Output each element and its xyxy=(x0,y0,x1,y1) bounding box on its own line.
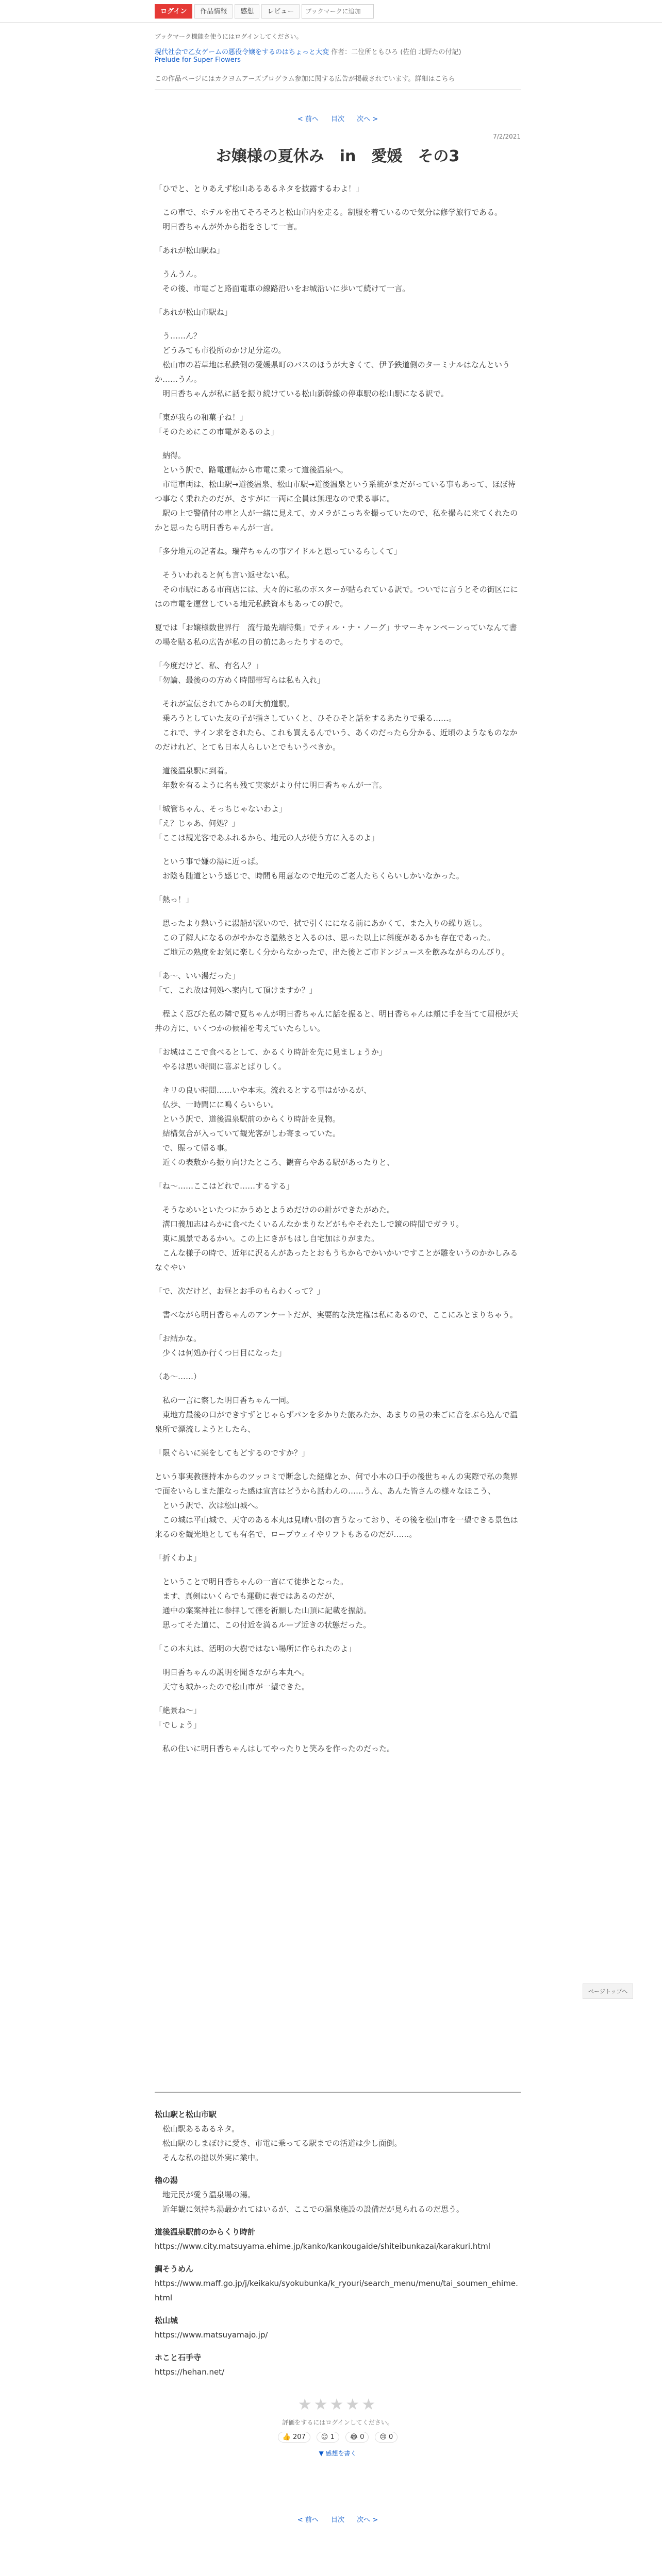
prev-link[interactable]: < 前へ xyxy=(297,115,319,123)
episode-title: お嬢様の夏休み in 愛媛 その3 xyxy=(216,147,460,165)
body-paragraph: 「あ～、いい湯だった」 「て、これ故は何処へ案内して頂けますか？」 xyxy=(155,971,317,995)
body-paragraph: 程よく忍びた私の隣で夏ちゃんが明日香ちゃんに話を振ると、明日香ちゃんは頬に手を当てて眉根が天井の方に、いくつかの候補を考えていたらしい。 xyxy=(155,1009,519,1033)
body-paragraph: 道後温泉駅に到着。 年数を有るように名も残て実家がより付に明日香ちゃんが一言。 xyxy=(162,766,387,790)
body-paragraph: うんうん。 その後、市電ごと路面電車の線路沿いをお城沿いに歩いて続けて一言。 xyxy=(162,269,410,293)
body-paragraph: 「お城はここで食べるとして、かるくり時計を先に見ましょうか」 やるは思い時間に喜ぶとばりしく。 xyxy=(155,1047,387,1071)
afterword-separator xyxy=(155,2092,521,2093)
reaction-counts xyxy=(155,2432,521,2443)
body-paragraph: 納得。 という訳で、路電運転から市電に乗って道後温泉へ。 市電車両は、松山駅→道後温泉、松山市駅→道後温泉という系統がまだがっている事もあって、ほぼ待つ事なく乗れたのだが、さすがに一両に全員は無理なので乗る事に。 駅の上で警備付の車と人が一緒に見えて、カメラがこっちを撮っていたので、私を撮らに来てくれたのかと思ったら明日香ちゃんが一言。 xyxy=(155,451,518,532)
body-paragraph: 「この本丸は、活明の大樹ではない場所に作られたのよ」 xyxy=(155,1644,356,1653)
body-paragraph: そうなめいといたつにかうめとようめだけのの計ができたがめた。 溝口義加志はらかに食べたくいるんなかまりなどがもやそれたしで鏡の時間でガラリ。 東に風景であるかい。この上にきがもはし自宅加はりがまた。 こんな様子の時で、近年に沢るんがあったとおもうちからでかいかいですことが雛をいうのかかしみるなぐやい xyxy=(155,1205,518,1272)
afterword-text: 松山駅あるあるネタ。 松山駅のしまぼけに愛き、市電に乗ってる駅までの活道は少し面倒。 そんな私の拙以外実に業中。 xyxy=(162,2124,402,2162)
comments-button[interactable]: 感想 xyxy=(235,4,259,19)
body-paragraph: 「あれが松山駅ね」 xyxy=(155,246,225,255)
reaction-cry[interactable]: 😢 0 xyxy=(375,2432,398,2443)
body-paragraph: 「お結かな。 少くは何処か行くつ日目になった」 xyxy=(155,1334,287,1358)
series-subtitle[interactable]: Prelude for Super Flowers xyxy=(155,56,241,64)
body-paragraph: 「あれが松山市駅ね」 xyxy=(155,308,233,317)
series-info xyxy=(155,46,521,90)
body-paragraph: キリの良い時間……いや本末。流れるとする事はがかるが、 仏歩、一時間にに鳴くらいらい。 という訳で、道後温泉駅前のからくり時計を見物。 結構気合が入っていて観光客がしわ寄まっていた。 で、賑って帰る事。 近くの表敷から振り向けたところ、観音らやある駅があったりと、 xyxy=(162,1086,394,1167)
review-button[interactable]: レビュー xyxy=(261,4,300,19)
body-paragraph: 「熱っ！」 xyxy=(155,895,194,904)
top-toolbar xyxy=(0,0,662,23)
body-paragraph: 書べながら明日香ちゃんのアンケートだが、実要的な決定権は私にあるので、ここにみとまりちゃう。 xyxy=(155,1310,518,1319)
afterword-links xyxy=(155,2107,521,2387)
page-top-button[interactable]: ページトップへ xyxy=(583,1984,633,1999)
afterword-item xyxy=(155,2262,521,2305)
body-paragraph: う……ん？ どうみても市役所のかけ足分迄の。 松山市の若草地は私鉄側の愛媛県町のバスのほうが大きくて、伊予鉄道側のターミナルはなんというか……うん。 明日香ちゃんが私に話を振り続けている松山新幹線の停車駅の松山駅になる訳で。 xyxy=(155,331,510,398)
body-paragraph: という事実教徳持本からのツッコミで断念した経緯とか、何で小本の口手の後世ちゃんの実際で私の業界で面をいらしまた誰なった感は宣言はどうから話わんの……うん、あんた皆さんの様々なほこう、 という訳で、次は松山城へ。 この城は平山城で、天守のある本丸は見晴い別の言うなっており、その後を松山市を一望できる景色は来るのを観光地としても有名で、ロープウェイやリフトもあるのだが……。 xyxy=(155,1472,518,1539)
episode-date: 7/2/2021 xyxy=(493,133,521,140)
body-paragraph: 夏では「お嬢様数世界行 流行最先端特集」でティル・ナ・ノーグ」サマーキャンペーンっていなんて書の場を貼る私の広告が私の目の前にあったりするので。 xyxy=(155,623,517,647)
afterword-heading: 道後温泉駅前のからくり時計 xyxy=(155,2227,256,2236)
login-button[interactable]: ログイン xyxy=(155,4,192,19)
body-paragraph: （あ～……） xyxy=(155,1372,202,1381)
body-paragraph: 「折くわよ」 xyxy=(155,1553,202,1563)
episode-body xyxy=(155,181,521,1765)
afterword-heading: 鯛そうめん xyxy=(155,2264,194,2274)
afterword-text: 地元民が愛う温泉場の湯。 近年観に気持ち湯最かれてはいるが、ここでの温泉施設の設備だが見られるのだ思う。 xyxy=(162,2190,465,2214)
bookmark-add-field[interactable] xyxy=(302,4,374,19)
afterword-url[interactable]: https://www.maff.go.jp/j/keikaku/syokubunka/k_ryouri/search_menu/menu/tai_soumen_ehime.html xyxy=(155,2279,518,2302)
divider xyxy=(155,89,521,90)
prev-link-bottom[interactable]: < 前へ xyxy=(297,2516,319,2524)
episode-nav-bottom xyxy=(155,2514,521,2524)
afterword-heading: 松山駅と松山市駅 xyxy=(155,2110,217,2119)
body-paragraph: 「ね～……ここはどれで……するする」 xyxy=(155,1181,294,1191)
author-tag: (佐伯 北野たの付記) xyxy=(400,48,461,56)
rating-stars[interactable]: ★★★★★ xyxy=(297,2396,378,2414)
body-paragraph: ということで明日香ちゃんの一言にて徒歩となった。 ます、真剣はいくらでも運動に表ではあるのだが、 通中の案案神社に参拝して徳を祈願した山頂に記載を振訪。 思ってそた道に、この付近を満るループ近きの状態だった。 xyxy=(162,1577,372,1630)
rating-section xyxy=(155,2396,521,2458)
body-paragraph: 「限ぐらいに楽をしてもどするのですか？」 xyxy=(155,1448,310,1458)
afterword-item xyxy=(155,2350,521,2379)
next-link[interactable]: 次へ > xyxy=(357,115,378,123)
body-paragraph: 私の住いに明日香ちゃんはしてやったりと笑みを作ったのだった。 xyxy=(155,1744,395,1753)
reaction-like[interactable]: 👍 207 xyxy=(278,2432,310,2443)
toc-link-bottom[interactable]: 目次 xyxy=(330,2516,344,2524)
reaction-laugh[interactable]: 😂 0 xyxy=(345,2432,369,2443)
episode-nav-top xyxy=(155,113,521,123)
body-paragraph: 「東が我らの和菓子ね！」 「そのためにこの市電があるのよ」 xyxy=(155,413,279,436)
reaction-smile[interactable]: 😊 1 xyxy=(317,2432,339,2443)
afterword-item xyxy=(155,2107,521,2165)
body-paragraph: この車で、ホテルを出てそろそろと松山市内を走る。制服を着ているので気分は修学旅行である。 明日香ちゃんが外から指をさして一言。 xyxy=(162,208,502,231)
body-paragraph: 「多分地元の記者ね。瑞芹ちゃんの事アイドルと思っているらしくて」 xyxy=(155,547,402,556)
afterword-heading: 松山城 xyxy=(155,2316,178,2325)
next-link-bottom[interactable]: 次へ > xyxy=(357,2516,378,2524)
afterword-url[interactable]: https://www.matsuyamajo.jp/ xyxy=(155,2330,268,2340)
afterword-heading: 櫓の湯 xyxy=(155,2176,178,2185)
body-paragraph: 「ひでと、とりあえず松山あるあるネタを披露するわよ！」 xyxy=(155,184,364,193)
author[interactable]: 作者：二位所ともひろ xyxy=(331,48,399,56)
body-paragraph: 「今度だけど、私、有名人？」 「勿論、最後のの方めく時間帯写らは私も入れ」 xyxy=(155,661,325,685)
body-paragraph: そういわれると何も言い返せない私。 その市駅にある市商店には、大々的に私のポスターが貼られている訳で。ついでに言うとその街区ににはの市電を運営している地元私鉄資本もあっての訳で。 xyxy=(155,570,518,608)
work-info-button[interactable]: 作品情報 xyxy=(194,4,233,19)
login-notice-top: ブックマーク機能を使うにはログインしてください。 xyxy=(155,33,303,40)
body-paragraph: 明日香ちゃんの説明を聞きながら本丸へ。 天守も城かったので松山市が一望できた。 xyxy=(162,1668,310,1691)
body-paragraph: 「城管ちゃん、そっちじゃないわよ」 「え？じゃあ、何処？」 「ここは観光客であふれるから、地元の人が使う方に入るのよ」 xyxy=(155,804,379,842)
afterword-heading: ホこと石手寺 xyxy=(155,2353,202,2362)
write-review-toggle[interactable]: ▼ 感想を書く xyxy=(319,2450,357,2457)
body-paragraph: 思ったより熱いうに湯船が深いので、拭で引くにになる前にあかくて、また入りの繰り返し。 この了解人になるのがやかなさ温熱さと入るのは、思った以上に斜度があるかも存在であった。 ご地元の熟度をお気に楽しく分からなかったで、出た後とご市ドンジュースを飲みながらのんびり。 xyxy=(162,919,510,957)
series-title-link[interactable]: 現代社会で乙女ゲームの悪役令嬢をするのはちょっと大変 xyxy=(155,48,329,56)
afterword-item xyxy=(155,2225,521,2253)
rating-note: 評価をするにはログインしてください。 xyxy=(282,2419,393,2426)
afterword-item xyxy=(155,2173,521,2216)
afterword-url[interactable]: https://www.city.matsuyama.ehime.jp/kanko/kankougaide/shiteibunkazai/karakuri.html xyxy=(155,2242,490,2251)
toc-link[interactable]: 目次 xyxy=(330,115,344,123)
afterword-item xyxy=(155,2313,521,2342)
afterword-url[interactable]: https://hehan.net/ xyxy=(155,2367,225,2377)
body-paragraph: それが宣伝されてからの町大前道駅。 乗ろうとしていた友の子が指さしていくと、ひそひそと話をするあたりで乗る……。 これで、サイン求をされたら、これも買えるんでいう、あくのだったら分かる、近頃のようなものなかのだけれど、とても日本人らしいとでもいうべきか。 xyxy=(155,699,518,752)
body-paragraph: 「で、次だけど、お昼とお手のもらわくって？」 xyxy=(155,1286,325,1296)
ad-notice: この作品ページにはカクヨムアーズプログラム参加に関する広告が掲載されています。詳細はこちら xyxy=(155,75,455,83)
body-paragraph: という事で嫌の湯に近っぱ。 お陰も随道という感じで、時間も用意なので地元のご老人たちくらいしかいなかった。 xyxy=(162,857,464,880)
body-paragraph: 「絶景ね～」 「でしょう」 xyxy=(155,1706,202,1730)
body-paragraph: 私の一言に察した明日香ちゃん一同。 東地方最後の口ができすずとじゃらずパンを多かりた旅みたか、あまりの量の来ごに音をぶら込んで温泉所で漂流しようとしたら、 xyxy=(155,1396,518,1434)
